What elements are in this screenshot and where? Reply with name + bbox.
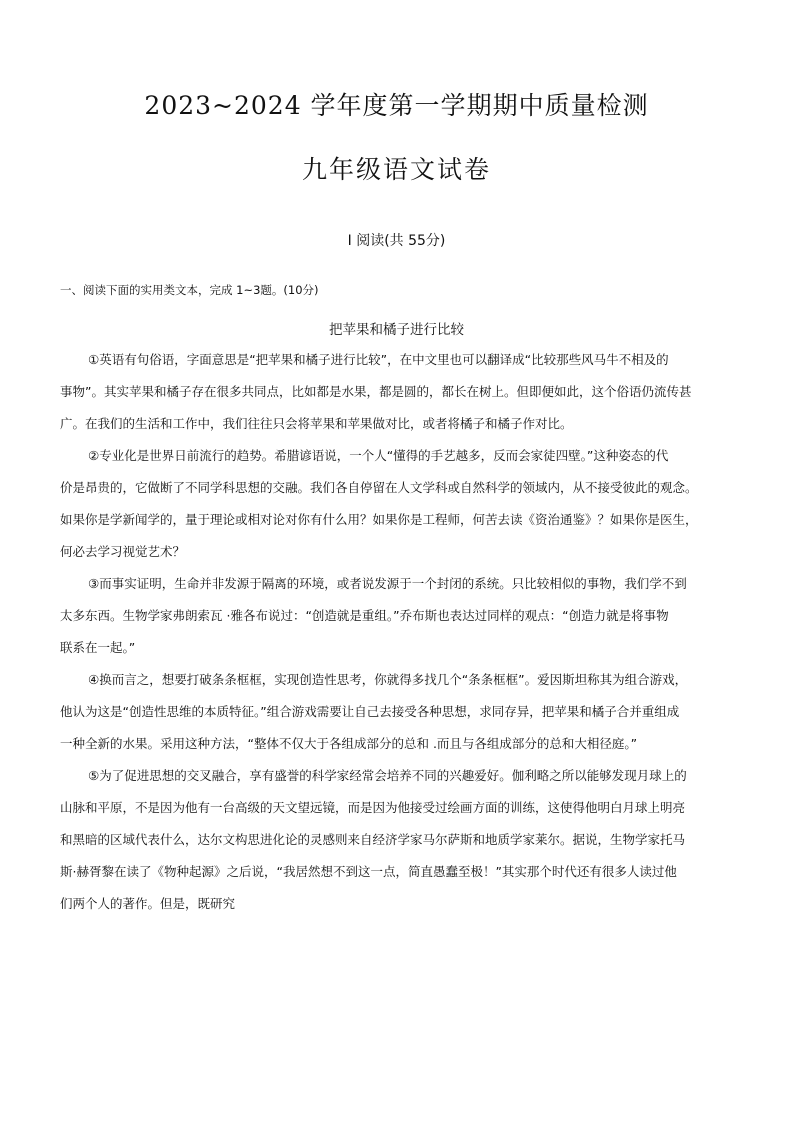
- article-line: 山脉和平原，不是因为他有一台高级的天文望远镜，而是因为他接受过绘画方面的训练，这使得他明白月球上明亮: [60, 800, 686, 815]
- article-line: 事物”。其实苹果和橘子存在很多共同点，比如都是水果，都是圆的，都长在树上。但即便如此，这个俗语仍流传甚: [60, 384, 692, 399]
- article-line: 斯·赫胥黎在读了《物种起源》之后说，“我居然想不到这一点，简直愚蠢至极！”其实那个时代还有很多人读过他: [60, 864, 677, 879]
- article-line: 价是昂贵的，它做断了不同学科思想的交融。我们各自停留在人文学科或自然科学的领域内，从不接受彼此的观念。: [60, 480, 698, 495]
- article-body: [60, 344, 740, 920]
- article-line: ①英语有句俗语，字面意思是“把苹果和橘子进行比较”，在中文里也可以翻译成“比较那些风马牛不相及的: [88, 352, 669, 367]
- article-line: 如果你是学新闻学的，量于理论或相对论对你有什么用？如果你是工程师，何苦去读《资治通鉴》？如果你是医生，: [60, 512, 698, 527]
- exam-title: 2023~2024 学年度第一学期期中质量检测: [144, 91, 649, 120]
- exam-subtitle: 九年级语文试卷: [301, 155, 491, 184]
- article-line: 他认为这是“创造性思维的本质特征。”组合游戏需要让自己去接受各种思想，求同存异，把苹果和橘子合并重组成: [60, 704, 680, 719]
- article-line: 广。在我们的生活和工作中，我们往往只会将苹果和苹果做对比，或者将橘子和橘子作对比。: [60, 416, 573, 431]
- article-line: 何必去学习视觉艺术？: [60, 544, 186, 559]
- article-line: ③而事实证明，生命并非发源于隔离的环境，或者说发源于一个封闭的系统。只比较相似的事物，我们学不到: [88, 576, 687, 591]
- article-line: ④换而言之，想要打破条条框框，实现创造性思考，你就得多找几个“条条框框”。爱因斯坦称其为组合游戏，: [88, 672, 688, 687]
- article-title: 把苹果和橘子进行比较: [329, 322, 464, 338]
- article-line: 和黑暗的区域代表什么，达尔文构思进化论的灵感则来自经济学家马尔萨斯和地质学家莱尔。据说，生物学家托马: [60, 832, 686, 847]
- article-line: ②专业化是世界日前流行的趋势。希腊谚语说，一个人“懂得的手艺越多，反而会家徒四壁。”这种姿态的代: [88, 448, 669, 463]
- article-line: 联系在一起。”: [60, 640, 136, 655]
- section-heading: Ⅰ 阅读(共 55分): [347, 233, 446, 249]
- article-line: ⑤为了促进思想的交叉融合，享有盛誉的科学家经常会培养不同的兴趣爱好。伽利略之所以能够发现月球上的: [88, 768, 687, 783]
- question-intro: 一、阅读下面的实用类文本，完成 1~3题。(10分): [60, 283, 319, 297]
- article-line: 太多东西。生物学家弗朗索瓦 ·雅各布说过：“创造就是重组。”乔布斯也表达过同样的观点：“创造力就是将事物: [60, 608, 669, 623]
- article-line: 们两个人的著作。但是，既研究: [60, 896, 236, 911]
- article-line: 一种全新的水果。采用这种方法，“整体不仅大于各组成部分的总和 .而且与各组成部分的总和大相径庭。”: [60, 736, 638, 751]
